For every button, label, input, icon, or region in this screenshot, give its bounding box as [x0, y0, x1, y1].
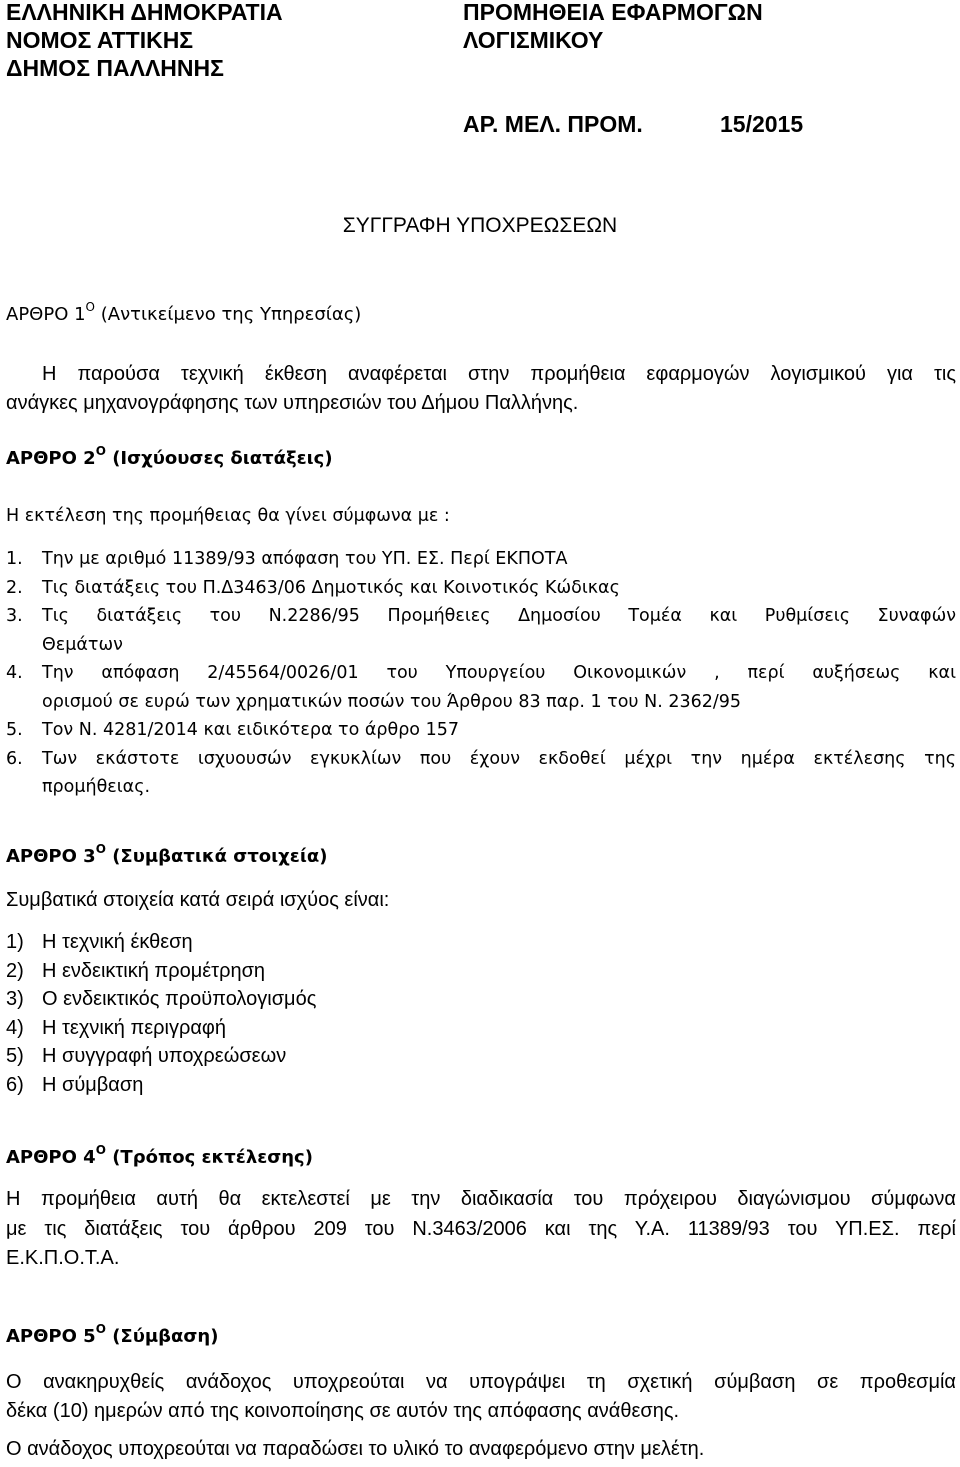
article-name: (Σύμβαση) — [112, 1326, 219, 1347]
article-superscript: Ο — [95, 842, 106, 856]
list-item — [0, 745, 960, 774]
article-superscript: Ο — [85, 300, 95, 314]
header-right-line: ΛΟΓΙΣΜΙΚΟΥ — [463, 27, 604, 53]
list-text: Τον Ν. 4281/2014 και ειδικότερα το άρθρο 157 — [42, 720, 459, 740]
list-text: Τις διατάξεις του Π.Δ3463/06 Δημοτικός και Κοινοτικός Κώδικας — [42, 577, 620, 598]
header-right — [463, 0, 763, 54]
article-2-list — [0, 545, 960, 802]
list-number: 5) — [6, 1045, 24, 1067]
list-text: Η συγγραφή υποχρεώσεων — [42, 1045, 287, 1067]
list-item-continued — [0, 631, 960, 660]
list-text: Την με αριθμό 11389/93 απόφαση του ΥΠ. ΕΣ. Περί ΕΚΠΟΤΑ — [42, 549, 568, 569]
list-item — [0, 1043, 960, 1072]
article-name: (Ισχύουσες διατάξεις) — [112, 448, 333, 469]
article-superscript: Ο — [95, 444, 106, 458]
article-1-line: ανάγκες μηχανογράφησης των υπηρεσιών του Δήμου Παλλήνης. — [6, 392, 579, 414]
list-number: 3. — [6, 606, 23, 626]
list-number: 5. — [6, 720, 23, 740]
article-5-heading — [6, 1322, 219, 1349]
list-item — [0, 545, 960, 574]
list-text: Των εκάστοτε ισχυουσών εγκυκλίων που έχουν εκδοθεί μέχρι την ημέρα εκτέλεσης της — [42, 748, 956, 769]
reference-label: ΑΡ. ΜΕΛ. ΠΡΟΜ. — [463, 111, 643, 137]
header-left-line: ΝΟΜΟΣ ΑΤΤΙΚΗΣ — [6, 27, 194, 53]
header-right-line: ΠΡΟΜΗΘΕΙΑ ΕΦΑΡΜΟΓΩΝ — [463, 0, 763, 25]
list-text: Ο ενδεικτικός προϋπολογισμός — [42, 988, 317, 1010]
list-number: 6. — [6, 748, 23, 769]
list-item-continued — [0, 773, 960, 802]
list-item — [0, 1015, 960, 1044]
header-left — [6, 0, 283, 82]
list-text: Την απόφαση 2/45564/0026/01 του Υπουργείου Οικονομικών , περί αυξήσεως και — [42, 663, 956, 683]
list-text: ορισμού σε ευρώ των χρηματικών ποσών του Άρθρου 83 παρ. 1 του Ν. 2362/95 — [42, 691, 742, 712]
list-item — [0, 716, 960, 745]
article-1-heading — [6, 300, 362, 327]
article-prefix: ΑΡΘΡΟ 3 — [6, 846, 96, 867]
list-text: Τις διατάξεις του Ν.2286/95 Προμήθειες Δημοσίου Τομέα και Ρυθμίσεις Συναφών — [42, 606, 956, 626]
list-item — [0, 1072, 960, 1101]
list-number: 2. — [6, 577, 23, 598]
list-number: 1. — [6, 549, 23, 569]
article-4-line: Ε.Κ.Π.Ο.Τ.Α. — [6, 1247, 120, 1269]
article-1-line: Η παρούσα τεχνική έκθεση αναφέρεται στην προμήθεια εφαρμογών λογισμικού για τις — [42, 363, 956, 385]
article-5-line: Ο ανακηρυχθείς ανάδοχος υποχρεούται να υπογράψει τη σχετική σύμβαση σε προθεσμία — [6, 1371, 956, 1393]
article-superscript: Ο — [95, 1143, 106, 1157]
article-3-heading — [6, 842, 328, 869]
article-5-closing: Ο ανάδοχος υποχρεούται να παραδώσει το υλικό το αναφερόμενο στην μελέτη. — [6, 1438, 705, 1460]
list-number: 4. — [6, 663, 23, 683]
article-2-heading — [6, 444, 333, 471]
list-text: Η τεχνική έκθεση — [42, 931, 193, 953]
list-number: 3) — [6, 988, 24, 1010]
list-number: 6) — [6, 1073, 24, 1096]
article-4-heading — [6, 1143, 313, 1170]
document-title: ΣΥΓΓΡΑΦΗ ΥΠΟΧΡΕΩΣΕΩΝ — [342, 214, 618, 237]
article-superscript: Ο — [95, 1322, 106, 1336]
header-left-line: ΕΛΛΗΝΙΚΗ ΔΗΜΟΚΡΑΤΙΑ — [6, 0, 283, 25]
header-left-line: ΔΗΜΟΣ ΠΑΛΛΗΝΗΣ — [6, 55, 224, 81]
article-3-intro: Συμβατικά στοιχεία κατά σειρά ισχύος είναι: — [6, 889, 390, 911]
list-item — [0, 986, 960, 1015]
list-text: Η σύμβαση — [42, 1073, 144, 1096]
article-name: (Αντικείμενο της Υπηρεσίας) — [100, 304, 362, 325]
article-prefix: ΑΡΘΡΟ 2 — [6, 448, 96, 469]
reference-number: 15/2015 — [720, 111, 804, 137]
list-text: Η ενδεικτική προμέτρηση — [42, 959, 266, 982]
list-number: 2) — [6, 959, 24, 982]
article-5-line: δέκα (10) ημερών από της κοινοποίησης σε αυτόν της απόφασης ανάθεσης. — [6, 1400, 680, 1422]
article-3-list — [0, 929, 960, 1100]
article-name: (Τρόπος εκτέλεσης) — [112, 1147, 313, 1168]
article-4-line: Η προμήθεια αυτή θα εκτελεστεί με την διαδικασία του πρόχειρου διαγώνισμου σύμφωνα — [6, 1188, 956, 1210]
list-text: Η τεχνική περιγραφή — [42, 1016, 227, 1039]
list-text: Θεμάτων — [42, 634, 123, 655]
article-2-intro: Η εκτέλεση της προμήθειας θα γίνει σύμφωνα με : — [6, 506, 450, 526]
list-item — [0, 929, 960, 958]
article-prefix: ΑΡΘΡΟ 5 — [6, 1326, 96, 1347]
list-item — [0, 574, 960, 603]
list-number: 4) — [6, 1016, 24, 1039]
list-number: 1) — [6, 931, 24, 953]
article-name: (Συμβατικά στοιχεία) — [112, 846, 328, 867]
article-prefix: ΑΡΘΡΟ 4 — [6, 1147, 96, 1168]
list-item — [0, 659, 960, 688]
list-item-continued — [0, 688, 960, 717]
article-prefix: ΑΡΘΡΟ 1 — [6, 304, 86, 325]
list-text: προμήθειας. — [42, 777, 151, 797]
list-item — [0, 602, 960, 631]
article-4-line: με τις διατάξεις του άρθρου 209 του Ν.3463/2006 και της Υ.Α. 11389/93 του ΥΠ.ΕΣ. περί — [6, 1218, 956, 1240]
list-item — [0, 958, 960, 987]
